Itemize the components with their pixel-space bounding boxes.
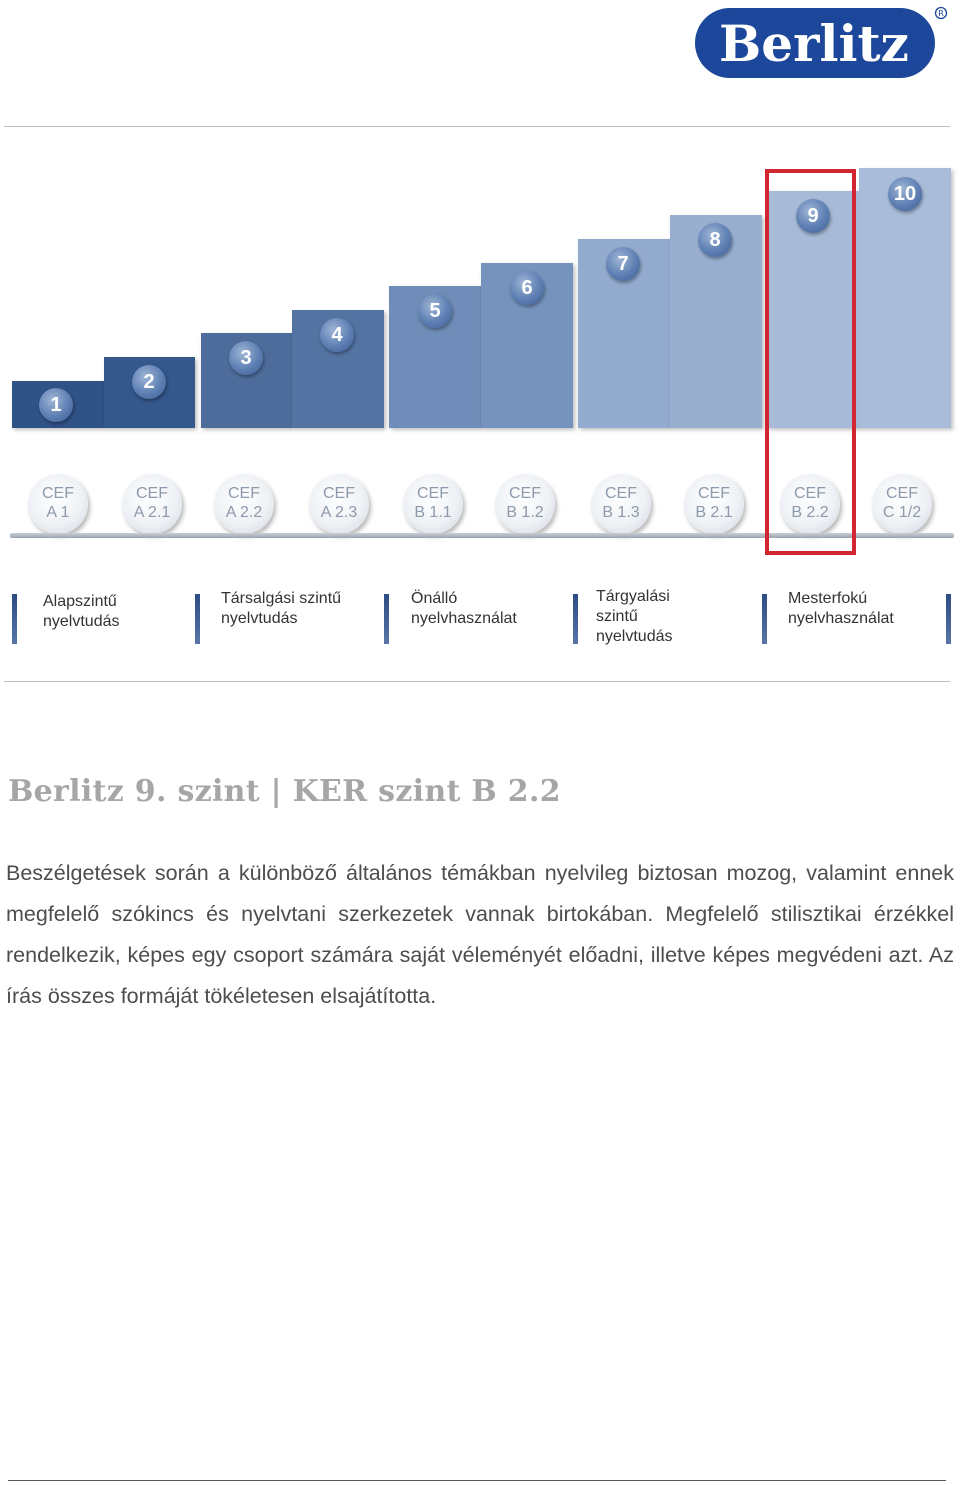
svg-text:Berlitz: Berlitz bbox=[719, 14, 909, 73]
top-divider bbox=[4, 126, 950, 127]
category-negotiation: Tárgyalási szintű nyelvtudás bbox=[596, 588, 673, 645]
category-separator bbox=[946, 594, 951, 644]
mid-divider bbox=[4, 681, 950, 682]
category-mastery: Mesterfokú nyelvhasználat bbox=[788, 590, 894, 627]
cef-badge-9: CEF B 2.2 bbox=[780, 474, 840, 534]
cef-badge-5: CEF B 1.1 bbox=[403, 474, 463, 534]
level-9-highlight bbox=[765, 169, 856, 555]
level-number-3: 3 bbox=[229, 341, 263, 375]
cef-badge-1: CEF A 1 bbox=[28, 474, 88, 534]
category-independent: Önálló nyelvhasználat bbox=[411, 590, 517, 627]
cef-badge-6: CEF B 1.2 bbox=[495, 474, 555, 534]
category-separator bbox=[762, 594, 767, 644]
category-separator bbox=[384, 594, 389, 644]
svg-text:R: R bbox=[938, 9, 944, 18]
level-number-9: 9 bbox=[796, 199, 830, 233]
cef-badge-10: CEF C 1/2 bbox=[872, 474, 932, 534]
level-number-6: 6 bbox=[510, 271, 544, 305]
cef-badge-4: CEF A 2.3 bbox=[309, 474, 369, 534]
footer-divider bbox=[8, 1480, 946, 1482]
cef-badge-2: CEF A 2.1 bbox=[122, 474, 182, 534]
cef-badge-8: CEF B 2.1 bbox=[684, 474, 744, 534]
level-number-10: 10 bbox=[888, 177, 922, 211]
cef-badge-3: CEF A 2.2 bbox=[214, 474, 274, 534]
category-conversational: Társalgási szintű nyelvtudás bbox=[221, 590, 342, 627]
category-separator bbox=[12, 594, 17, 644]
level-number-8: 8 bbox=[698, 223, 732, 257]
level-number-5: 5 bbox=[418, 294, 452, 328]
level-number-7: 7 bbox=[606, 247, 640, 281]
level-number-2: 2 bbox=[132, 365, 166, 399]
category-separator bbox=[195, 594, 200, 644]
category-basic: Alapszintű nyelvtudás bbox=[43, 593, 120, 630]
level-number-4: 4 bbox=[320, 318, 354, 352]
level-description: Beszélgetések során a különböző általános témákban nyelvileg biztosan mozog, valamint ennek megfelelő szókincs és nyelvtani szerkezetek vannak birtokában. Megfelelő stilisztikai érzékkel rendelkezik, képes egy csoport számára saját véleményét előadni, illetve képes megvédeni azt. Az írás összes formáját tökéletesen elsajátította. bbox=[6, 861, 954, 1008]
level-heading: Berlitz 9. szint | KER szint B 2.2 bbox=[8, 774, 561, 809]
level-number-1: 1 bbox=[39, 388, 73, 422]
category-separator bbox=[573, 594, 578, 644]
berlitz-logo bbox=[694, 6, 948, 80]
cef-badge-7: CEF B 1.3 bbox=[591, 474, 651, 534]
